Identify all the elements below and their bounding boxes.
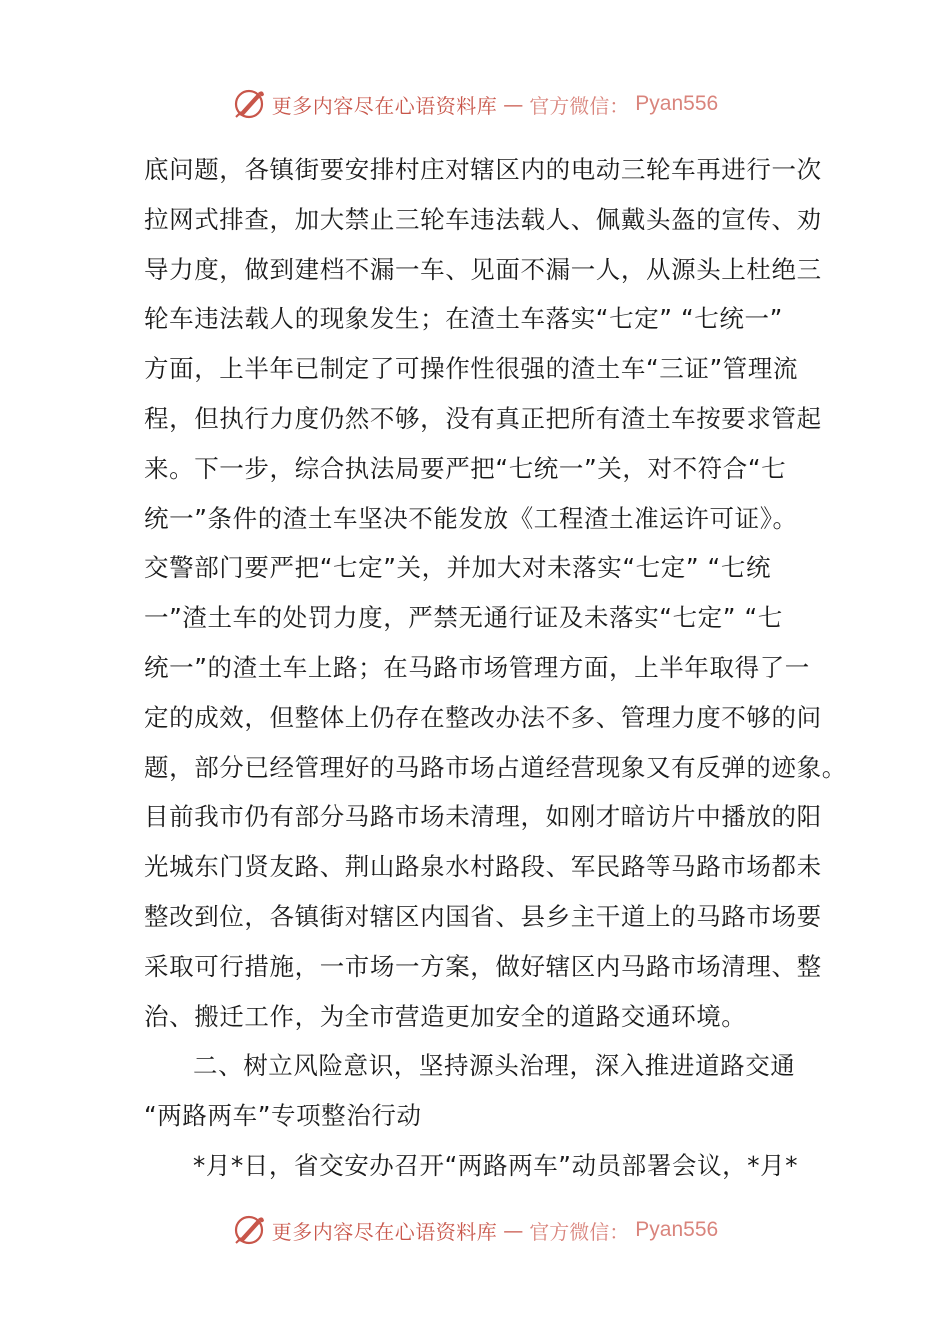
header-banner-inner — [232, 87, 718, 121]
wechat-label: 官方微信： — [529, 93, 630, 118]
document-body — [144, 145, 847, 1191]
footer-banner — [0, 1210, 950, 1250]
section-heading-continued: “两路两车”专项整治行动 — [144, 1101, 422, 1131]
body-line: 光城东门贤友路、荆山路泉水村路段、军民路等马路市场都未 — [144, 852, 822, 882]
body-line: 方面，上半年已制定了可操作性很强的渣土车“三证”管理流 — [144, 354, 799, 384]
wechat-id: Pyan556 — [635, 92, 719, 115]
header-banner — [0, 84, 950, 124]
banner-separator: — — [503, 1218, 524, 1242]
body-line: 统一”的渣土车上路；在马路市场管理方面，上半年取得了一 — [144, 652, 810, 682]
banner-separator: — — [503, 92, 524, 116]
body-line: 拉网式排查，加大禁止三轮车违法载人、佩戴头盔的宣传、劝 — [144, 204, 822, 234]
quill-seal-logo-icon — [232, 1213, 266, 1247]
body-line: 一”渣土车的处罚力度，严禁无通行证及未落实“七定” “七 — [144, 603, 783, 633]
section-heading: 二、树立风险意识，坚持源头治理，深入推进道路交通 — [193, 1051, 796, 1081]
body-line: 采取可行措施，一市场一方案，做好辖区内马路市场清理、整 — [144, 951, 822, 981]
body-line: 交警部门要严把“七定”关，并加大对未落实“七定” “七统 — [144, 553, 772, 583]
body-line: 来。下一步，综合执法局要严把“七统一”关，对不符合“七 — [144, 453, 787, 483]
footer-banner-inner — [232, 1213, 718, 1247]
wechat-id: Pyan556 — [635, 1218, 719, 1241]
body-line: 程，但执行力度仍然不够，没有真正把所有渣土车按要求管起 — [144, 403, 822, 433]
body-line: 轮车违法载人的现象发生；在渣土车落实“七定” “七统一” — [144, 304, 783, 334]
site-name-text: 更多内容尽在心语资料库 — [271, 1219, 498, 1244]
body-line: 题，部分已经管理好的马路市场占道经营现象又有反弹的迹象。 — [144, 752, 847, 782]
quill-seal-logo-icon — [232, 87, 266, 121]
body-line: 底问题，各镇街要安排村庄对辖区内的电动三轮车再进行一次 — [144, 155, 822, 184]
wechat-label: 官方微信： — [529, 1219, 630, 1244]
body-line: *月*日，省交安办召开“两路两车”动员部署会议，*月* — [193, 1150, 799, 1180]
body-line: 统一”条件的渣土车坚决不能发放《工程渣土准运许可证》。 — [144, 503, 798, 533]
body-line: 整改到位，各镇街对辖区内国省、县乡主干道上的马路市场要 — [144, 901, 822, 931]
body-line: 目前我市仍有部分马路市场未清理，如刚才暗访片中播放的阳 — [144, 802, 822, 832]
body-line: 治、搬迁工作，为全市营造更加安全的道路交通环境。 — [144, 1001, 747, 1031]
body-line: 定的成效，但整体上仍存在整改办法不多、管理力度不够的问 — [144, 702, 822, 732]
site-name-text: 更多内容尽在心语资料库 — [271, 93, 498, 118]
body-line: 导力度，做到建档不漏一车、见面不漏一人，从源头上杜绝三 — [144, 254, 822, 284]
